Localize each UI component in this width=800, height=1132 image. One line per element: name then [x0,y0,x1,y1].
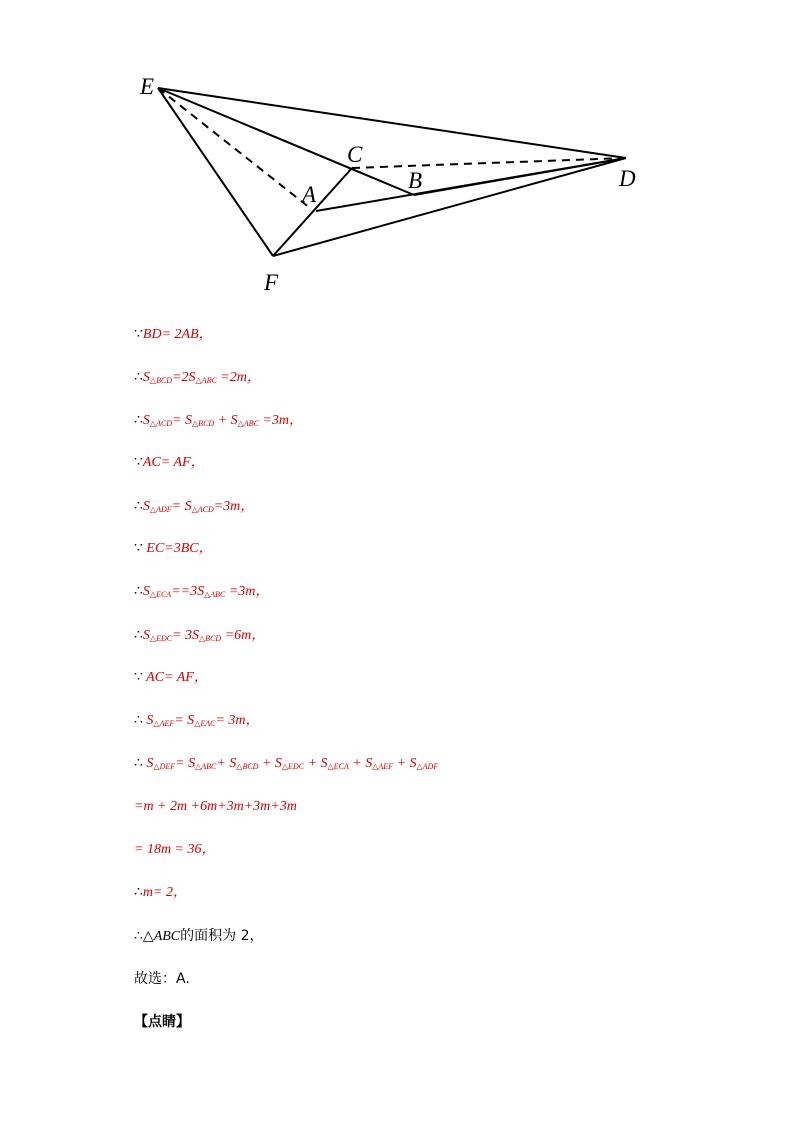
therefore-symbol: ∴ [134,756,143,771]
term: =3m， [225,584,270,599]
term: = S [175,756,196,771]
therefore-symbol: ∴ [134,584,143,599]
label-D: D [619,166,636,191]
subscript: △EAC [194,719,216,728]
line-text: = 18m = 36， [134,842,216,857]
term: = S [171,499,192,514]
term: + S [216,756,237,771]
subscript: △ABC [237,419,259,428]
solution-line-15 [134,925,264,947]
line-text: AC= AF， [142,670,208,685]
line-text: m= 2， [142,885,187,900]
subscript: △EDC [149,634,173,643]
term: S [142,756,154,771]
because-symbol: ∵ [134,455,143,470]
term: =2S [172,370,196,385]
segment-EF [158,88,273,256]
subscript: △ACD [191,505,214,514]
geometry-figure [0,0,800,300]
solution-line-1 [134,324,213,346]
therefore-symbol: ∴ [134,628,143,643]
subscript: △ABC [204,590,226,599]
term: =3m， [213,499,255,514]
solution-line-14 [134,882,187,904]
term: S [142,713,154,728]
term: = 3m， [215,713,260,728]
term: =2m， [216,370,261,385]
term: S [142,370,150,385]
line-text: =m + 2m +6m+3m+3m+3m [134,799,297,814]
term: + S [393,756,417,771]
subscript: △BCD [199,634,222,643]
subscript: △ABC [195,376,217,385]
segment-ED [158,88,626,158]
solution-line-13 [134,839,216,861]
subscript: △ADF [416,762,439,771]
subscript: △ECA [149,590,172,599]
subscript: △AEF [153,719,175,728]
subscript: △ADF [149,505,172,514]
solution-line-3 [134,410,303,432]
dashed-segment-CD [352,158,626,168]
solution-line-8 [134,625,265,647]
term: = 3S [172,628,200,643]
therefore-symbol: ∴ [134,413,143,428]
because-symbol: ∵ [134,327,143,342]
term: ==3S [171,584,205,599]
term: =6m， [221,628,266,643]
therefore-symbol: ∴ [134,370,143,385]
heading-text: 【点睛】 [134,1014,190,1030]
solution-line-9 [134,667,208,689]
term: = S [172,413,193,428]
therefore-symbol: ∴ [134,499,143,514]
triangle-name: △ABC [142,929,181,944]
term: + S [258,756,282,771]
term: =3m， [258,413,303,428]
solution-line-4 [134,452,205,474]
line-text: 的面积为 2， [180,928,264,944]
term: S [142,584,150,599]
because-symbol: ∵ [134,670,143,685]
solution-line-11 [134,753,438,775]
subscript: △EDC [281,762,305,771]
answer-choice [134,968,190,990]
solution-line-7 [134,581,269,603]
key-point-heading [134,1011,190,1033]
subscript: △BCD [192,419,215,428]
term: S [142,413,150,428]
term: + S [214,413,238,428]
subscript: △DEF [153,762,176,771]
label-B: B [408,168,423,193]
line-text: AC= AF， [142,455,205,470]
solution-line-2 [134,367,261,389]
term: = S [174,713,195,728]
solution-line-6 [134,538,213,560]
segment-FD [273,158,626,256]
label-C: C [347,142,363,167]
therefore-symbol: ∴ [134,929,143,944]
line-text: EC=3BC， [142,541,213,556]
segment-BD [414,158,626,195]
line-text: BD= 2AB， [142,327,213,342]
solution-line-10 [134,710,260,732]
term: + S [348,756,373,771]
because-symbol: ∵ [134,541,143,556]
subscript: △BCD [236,762,259,771]
answer-text: 故选：A. [134,971,190,987]
therefore-symbol: ∴ [134,713,143,728]
label-E: E [140,74,155,99]
subscript: △BCD [149,376,173,385]
solution-line-12 [134,796,297,818]
dashed-segment-EA [158,88,310,208]
label-F: F [264,270,279,295]
term: + S [304,756,328,771]
term: S [142,499,150,514]
label-A: A [302,182,317,207]
subscript: △AEF [372,762,394,771]
term: S [142,628,150,643]
subscript: △ECA [327,762,349,771]
solution-line-5 [134,496,254,518]
subscript: △ACD [149,419,173,428]
therefore-symbol: ∴ [134,885,143,900]
subscript: △ABC [195,762,217,771]
segment-EB [158,88,414,195]
